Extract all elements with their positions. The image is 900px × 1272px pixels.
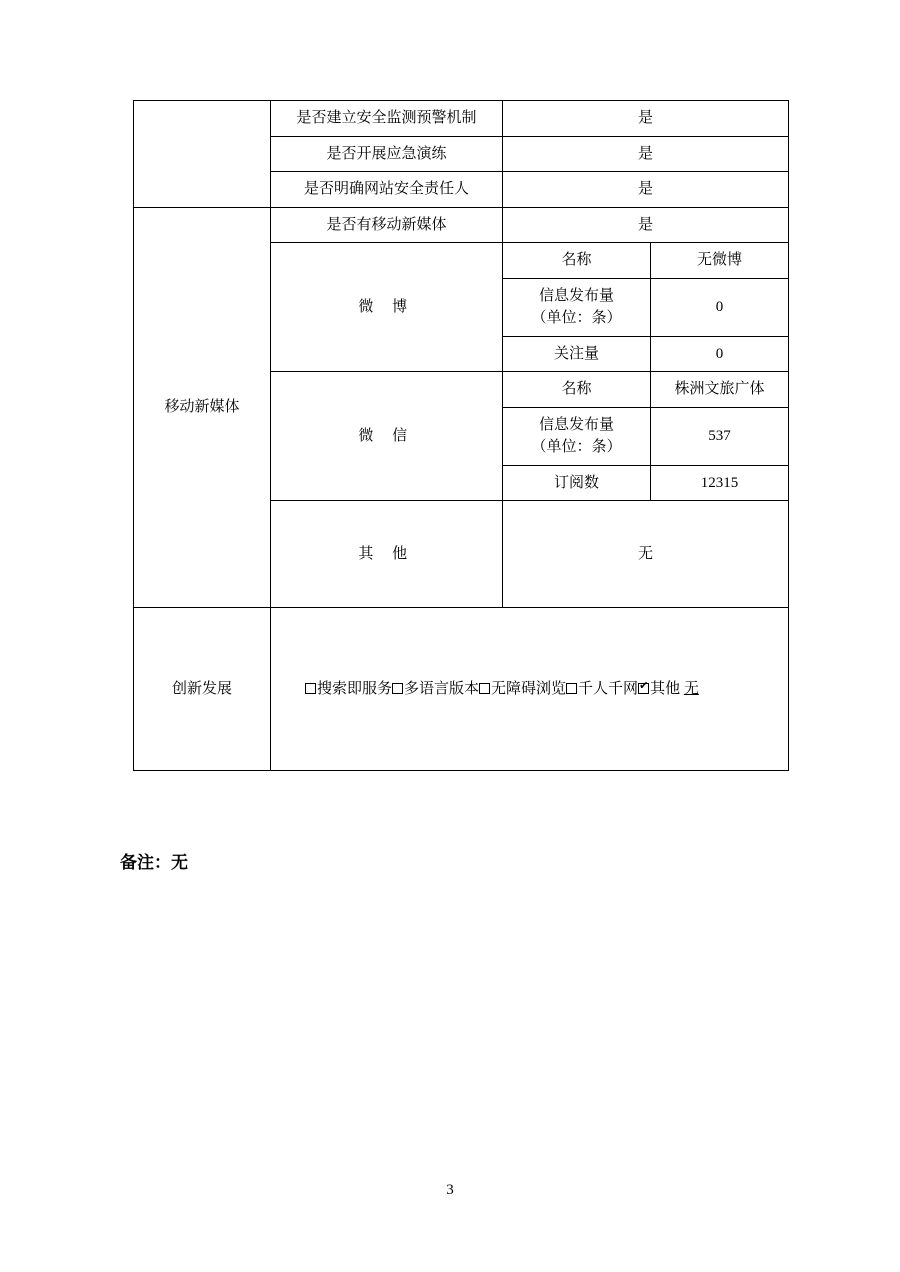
innovation-options-cell [271,608,789,771]
other-media-value: 无 [503,501,789,608]
annual-report-table [133,100,789,771]
security-row-label: 是否建立安全监测预警机制 [271,101,503,137]
weixin-posts-value: 537 [651,407,789,465]
weibo-posts-label [503,278,651,336]
innovation-option-label: 千人千网 [578,680,639,697]
security-row-value: 是 [503,101,789,137]
checkbox-other[interactable] [638,683,649,694]
innovation-option-label: 其他 [650,680,681,697]
mobile-media-section-label: 移动新媒体 [134,207,271,608]
security-row-label: 是否开展应急演练 [271,136,503,172]
weixin-name-label: 名称 [503,372,651,408]
other-media-label: 其 他 [271,501,503,608]
weibo-name-value: 无微博 [651,243,789,279]
weixin-subscribers-value: 12315 [651,465,789,501]
weibo-label: 微 博 [271,243,503,372]
has-mobile-media-label: 是否有移动新媒体 [271,207,503,243]
checkbox-search-as-service[interactable] [305,683,316,694]
security-section-label-cell [134,101,271,208]
report-table-wrapper [133,100,788,771]
checkbox-accessibility[interactable] [479,683,490,694]
table-row [134,207,789,243]
innovation-label: 创新发展 [134,608,271,771]
table-row [134,101,789,137]
table-row [134,608,789,771]
security-row-label: 是否明确网站安全责任人 [271,172,503,208]
weibo-posts-value: 0 [651,278,789,336]
weibo-followers-value: 0 [651,336,789,372]
weixin-posts-label-line1: 信息发布量 [538,416,614,433]
weixin-label: 微 信 [271,372,503,501]
weixin-name-value: 株洲文旅广体 [651,372,789,408]
weibo-posts-label-line2: （单位：条） [531,310,622,326]
security-row-value: 是 [503,136,789,172]
weibo-followers-label: 关注量 [503,336,651,372]
checkbox-multi-language[interactable] [392,683,403,694]
weibo-posts-label-line1: 信息发布量 [538,287,614,304]
innovation-other-text: 无 [683,680,699,697]
has-mobile-media-value: 是 [503,207,789,243]
innovation-option-label: 搜索即服务 [317,680,393,697]
page-number: 3 [446,1182,454,1198]
weixin-posts-label-line2: （单位：条） [531,439,622,455]
weixin-posts-label [503,407,651,465]
remark-text: 备注：无 [120,853,188,872]
innovation-option-label: 多语言版本 [404,680,480,697]
weibo-name-label: 名称 [503,243,651,279]
checkbox-thousand-people[interactable] [566,683,577,694]
weixin-subscribers-label: 订阅数 [503,465,651,501]
innovation-option-label: 无障碍浏览 [491,680,567,697]
security-row-value: 是 [503,172,789,208]
innovation-options-line [305,681,680,697]
